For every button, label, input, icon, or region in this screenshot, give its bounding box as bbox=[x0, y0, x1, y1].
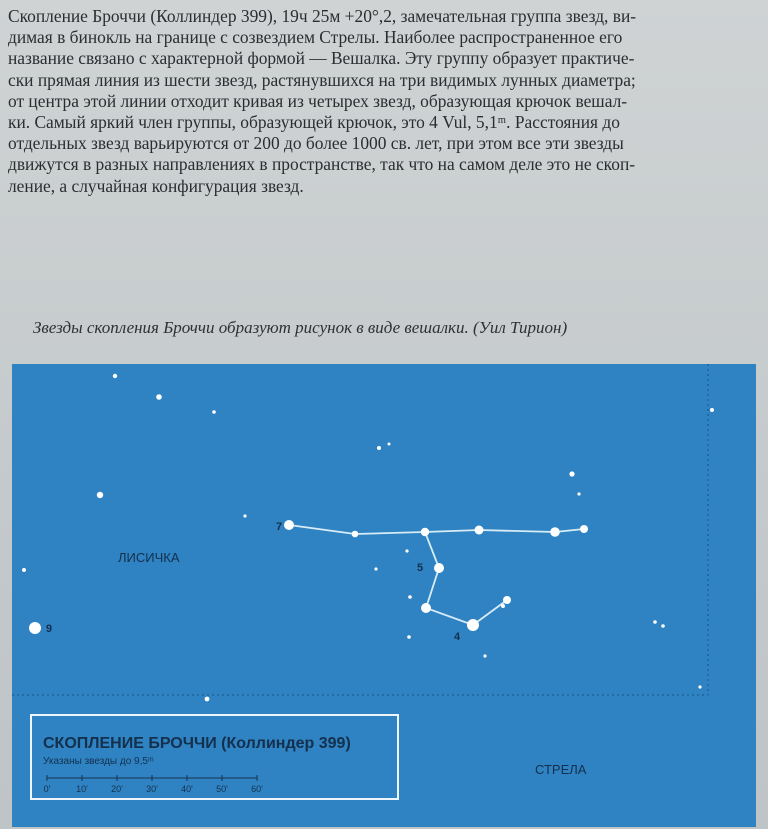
star bbox=[501, 604, 505, 608]
star bbox=[377, 446, 381, 450]
scale-tick-label: 30' bbox=[146, 784, 158, 794]
paragraph-line: от центра этой линии отходит кривая из четырех звезд, образующая крючок вешал- bbox=[8, 90, 628, 111]
star bbox=[698, 685, 701, 688]
star bbox=[156, 394, 162, 400]
scale-tick-label: 60' bbox=[251, 784, 263, 794]
star bbox=[577, 492, 580, 495]
star-4-vul bbox=[467, 619, 479, 631]
legend-title: СКОПЛЕНИЕ БРОЧЧИ (Коллиндер 399) bbox=[43, 735, 351, 752]
star bbox=[243, 514, 246, 517]
star bbox=[113, 374, 117, 378]
star bbox=[97, 492, 103, 498]
star bbox=[22, 568, 26, 572]
star bbox=[550, 527, 560, 537]
paragraph-line: движутся в разных направлениях в пространстве, так что на самом деле это не скоп- bbox=[8, 154, 636, 175]
star bbox=[388, 443, 391, 446]
star-7-vul bbox=[284, 520, 294, 530]
star bbox=[29, 622, 41, 634]
star-chart bbox=[12, 364, 756, 827]
star bbox=[653, 620, 657, 624]
constellation-label-vulpecula: ЛИСИЧКА bbox=[118, 550, 180, 565]
star bbox=[352, 531, 359, 538]
paragraph-line: димая в бинокль на границе с созвездием Стрелы. Наиболее распространенное его bbox=[8, 27, 623, 48]
scale-tick-label: 0' bbox=[43, 784, 51, 794]
star bbox=[205, 697, 210, 702]
star bbox=[661, 624, 665, 628]
scale-tick-label: 50' bbox=[216, 784, 228, 794]
star-label-9: 9 bbox=[46, 623, 53, 635]
star bbox=[503, 596, 511, 604]
star bbox=[374, 567, 377, 570]
article-paragraph bbox=[8, 6, 760, 197]
figure-caption: Звезды скопления Броччи образуют рисунок в виде вешалки. (Уил Тирион) bbox=[33, 318, 568, 337]
star bbox=[421, 603, 431, 613]
star bbox=[212, 410, 216, 414]
paragraph-line: Скопление Броччи (Коллиндер 399), 19ч 25м +20°,2, замечательная группа звезд, ви- bbox=[8, 6, 637, 26]
star bbox=[569, 471, 574, 476]
star bbox=[405, 549, 408, 552]
paragraph-line: название связано с характерной формой — Вешалка. Эту группу образует практиче- bbox=[8, 48, 635, 69]
star bbox=[580, 525, 588, 533]
star bbox=[475, 526, 484, 535]
star-label-5: 5 bbox=[417, 562, 424, 574]
scale-tick-label: 40' bbox=[181, 784, 193, 794]
paragraph-line: ки. Самый яркий член группы, образующей крючок, это 4 Vul, 5,1ᵐ. Расстояния до bbox=[8, 112, 620, 133]
star bbox=[407, 635, 411, 639]
constellation-label-sagitta: СТРЕЛА bbox=[535, 762, 587, 777]
paragraph-line: ски прямая линия из шести звезд, растянувшихся на три видимых лунных диаметра; bbox=[8, 69, 636, 90]
star bbox=[710, 408, 714, 412]
paragraph-line: отдельных звезд варьируются от 200 до более 1000 св. лет, при этом все эти звезды bbox=[8, 133, 624, 154]
scale-tick-label: 10' bbox=[76, 784, 88, 794]
star-label-7: 7 bbox=[276, 521, 283, 533]
scale-tick-label: 20' bbox=[111, 784, 123, 794]
star-label-4: 4 bbox=[454, 631, 461, 643]
star-5-vul bbox=[434, 563, 444, 573]
star bbox=[483, 654, 486, 657]
star bbox=[408, 595, 412, 599]
star bbox=[421, 528, 429, 536]
paragraph-line: ление, а случайная конфигурация звезд. bbox=[8, 175, 304, 196]
legend-subtitle: Указаны звезды до 9,5ᵐ bbox=[43, 756, 154, 767]
